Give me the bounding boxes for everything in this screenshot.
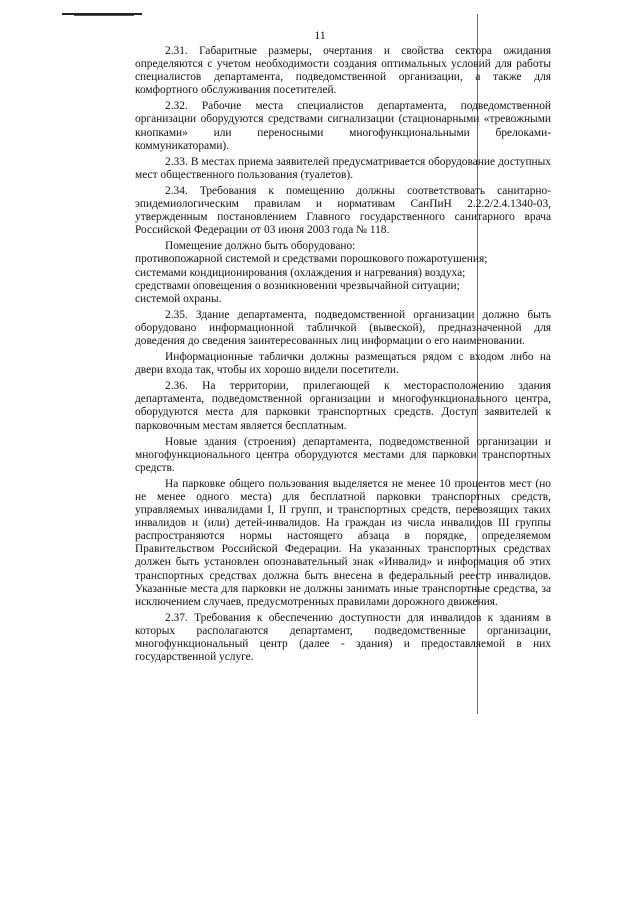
list-item: средствами оповещения о возникновении чрезвычайной ситуации; [135, 279, 460, 292]
list-item: противопожарной системой и средствами порошкового пожаротушения; [135, 253, 488, 266]
paragraph-2-36: 2.36. На территории, прилегающей к месторасположению здания департамента, подведомственной организации и многофункционального центра, оборудуются места для парковки транспортных средств. Доступ заявителей к парковочным местам является бесплатным. [135, 380, 551, 432]
equipment-list [135, 240, 551, 305]
paragraph-2-37: 2.37. Требования к обеспечению доступности для инвалидов к зданиям в которых располагаются департамент, подведомственные организации, многофункциональный центр (далее - здания) и предоставляемой в них государственной услуге. [135, 611, 551, 664]
list-item: системой охраны. [135, 292, 222, 305]
paragraph-info-signs: Информационные таблички должны размещаться рядом с входом либо на двери входа так, чтобы их хорошо видели посетители. [135, 351, 551, 377]
list-item: системами кондиционирования (охлаждения и нагревания) воздуха; [135, 266, 466, 279]
paragraph-2-35: 2.35. Здание департамента, подведомственной организации должно быть оборудовано информационной табличкой (вывеской), предназначенной для доведения до сведения заинтересованных лиц информации о его наименовании. [135, 308, 551, 347]
document-body [135, 45, 551, 664]
paragraph-parking-quota: На парковке общего пользования выделяется не менее 10 процентов мест (но не менее одного места) для бесплатной парковки транспортных средств, управляемых инвалидами I, II групп, и транспортных средств, перевозящих таких инвалидов и (или) детей-инвалидов. На граждан из числа инвалидов III группы распространяются нормы настоящего абзаца в порядке, определяемом Правительством Российской Федерации. На указанных транспортных средствах должен быть установлен опознавательный знак «Инвалид» и информация об этих транспортных средствах должна быть внесена в федеральный реестр инвалидов. Указанные места для парковки не должны занимать иные транспортные средства, за исключением случаев, предусмотренных правилами дорожного движения. [135, 477, 551, 608]
paragraph-2-31: 2.31. Габаритные размеры, очертания и свойства сектора ожидания определяются с учетом необходимости создания оптимальных условий для работы специалистов департамента, подведомственной организации, а также для комфортного обслуживания посетителей. [135, 45, 551, 97]
paragraph-2-34: 2.34. Требования к помещению должны соответствовать санитарно-эпидемиологическим правилам и нормативам СанПиН 2.2.2/2.4.1340-03, утвержденным постановлением Главного государственного санитарного врача Российской Федерации от 03 июня 2003 года № 118. [135, 184, 551, 237]
paragraph-2-32: 2.32. Рабочие места специалистов департамента, подведомственной организации оборудуются средствами сигнализации (стационарными «тревожными кнопками» или переносными многофункциональными брелоками-коммуникаторами). [135, 100, 551, 152]
scan-artifact-line [74, 15, 134, 16]
equipment-list-intro: Помещение должно быть оборудовано: [165, 240, 356, 253]
paragraph-2-33: 2.33. В местах приема заявителей предусматривается оборудование доступных мест общественного пользования (туалетов). [135, 155, 551, 181]
paragraph-new-buildings: Новые здания (строения) департамента, подведомственной организации и многофункционального центра оборудуются местами для парковки транспортных средств. [135, 435, 551, 474]
page-number: 11 [314, 28, 326, 42]
